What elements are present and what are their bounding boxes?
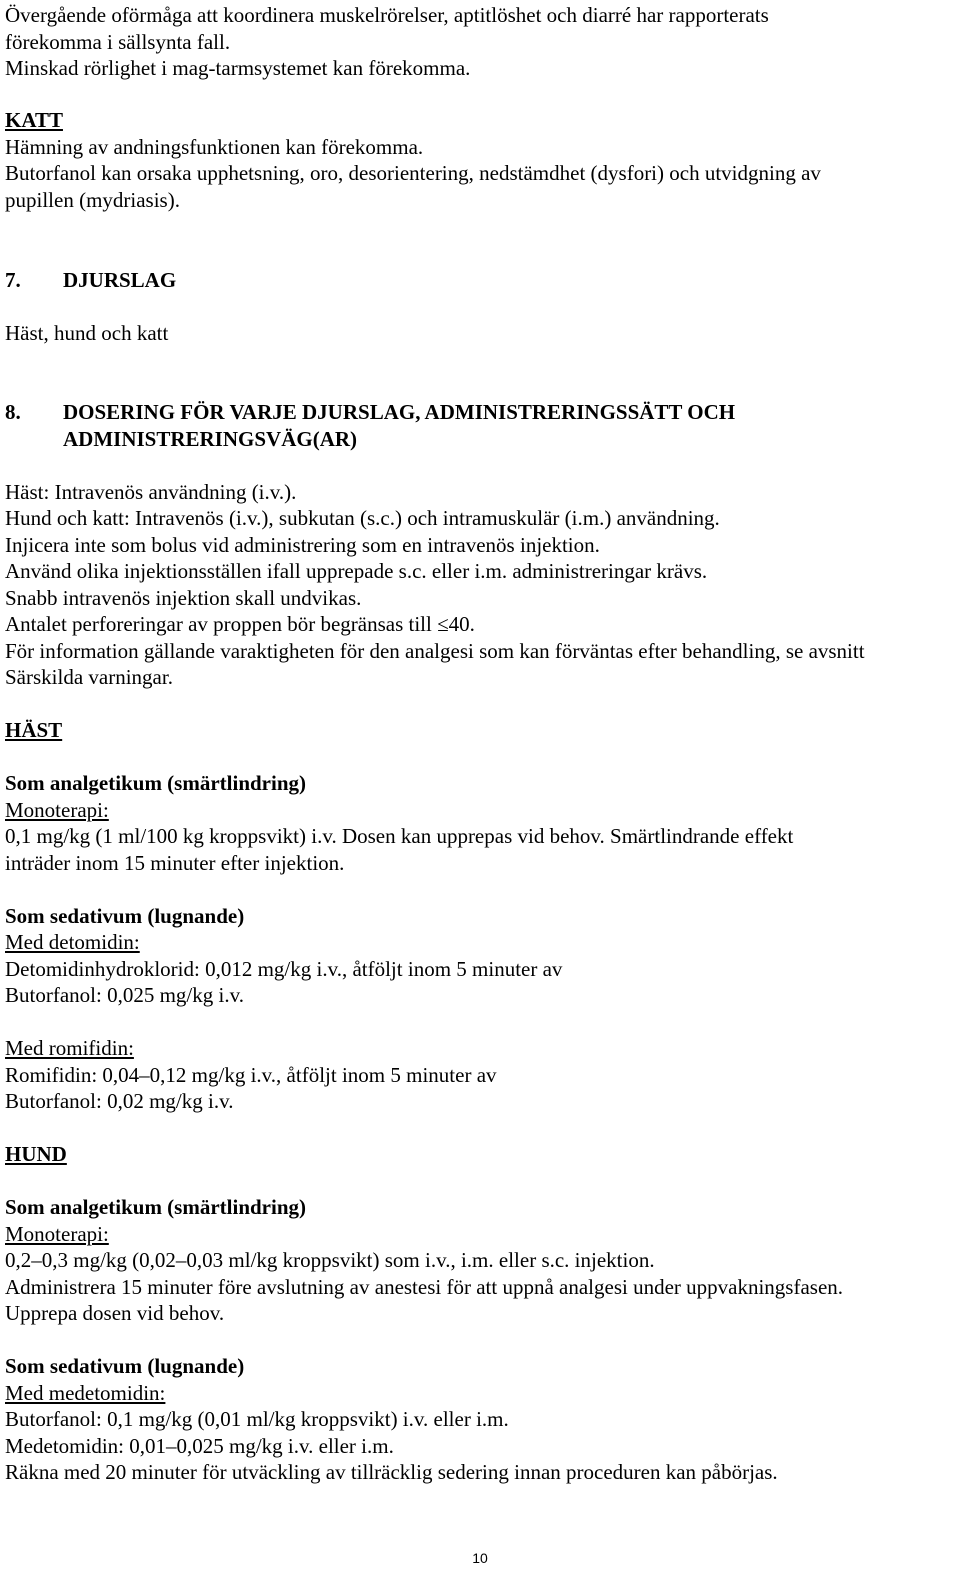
text-line: Antalet perforeringar av proppen bör begränsas till ≤40. (5, 612, 475, 636)
text-line: Medetomidin: 0,01–0,025 mg/kg i.v. eller i.m. (5, 1434, 394, 1458)
text-line: Övergående oförmåga att koordinera muskelrörelser, aptitlöshet och diarré har rapporterats (5, 3, 769, 27)
section-title: DJURSLAG (63, 268, 177, 292)
section-title-cont: ADMINISTRERINGSVÄG(AR) (63, 427, 358, 451)
subsubheading: Monoterapi: (5, 1222, 109, 1246)
subsubheading: Med detomidin: (5, 930, 140, 954)
text-line: inträder inom 15 minuter efter injektion. (5, 851, 345, 875)
section-title: DOSERING FÖR VARJE DJURSLAG, ADMINISTRERINGSSÄTT OCH (63, 400, 736, 424)
text-line: Injicera inte som bolus vid administrering som en intravenös injektion. (5, 533, 600, 557)
text-line: Räkna med 20 minuter för utväckling av tillräcklig sedering innan proceduren kan påbörjas. (5, 1460, 778, 1484)
section-number: 8. (5, 400, 21, 424)
text-line: Minskad rörlighet i mag-tarmsystemet kan förekomma. (5, 56, 471, 80)
text-line: Butorfanol: 0,025 mg/kg i.v. (5, 983, 244, 1007)
text-line: Hämning av andningsfunktionen kan förekomma. (5, 135, 424, 159)
text-line: Häst, hund och katt (5, 321, 169, 345)
section-number: 7. (5, 268, 21, 292)
subheading: Som sedativum (lugnande) (5, 904, 245, 928)
text-line: förekomma i sällsynta fall. (5, 30, 231, 54)
text-line: Särskilda varningar. (5, 665, 173, 689)
section-heading-8 (5, 399, 735, 425)
text-line: Butorfanol: 0,02 mg/kg i.v. (5, 1089, 234, 1113)
text-line: Hund och katt: Intravenös (i.v.), subkutan (s.c.) och intramuskulär (i.m.) användning. (5, 506, 720, 530)
text-line: För information gällande varaktigheten för den analgesi som kan förväntas efter behandling, se avsnitt (5, 639, 865, 663)
text-line: Butorfanol: 0,1 mg/kg (0,01 ml/kg kroppsvikt) i.v. eller i.m. (5, 1407, 509, 1431)
section-heading-hund: HUND (5, 1142, 67, 1166)
text-line: Detomidinhydroklorid: 0,012 mg/kg i.v., åtföljt inom 5 minuter av (5, 957, 563, 981)
text-line: Använd olika injektionsställen ifall upprepade s.c. eller i.m. administreringar krävs. (5, 559, 708, 583)
text-line: 0,2–0,3 mg/kg (0,02–0,03 ml/kg kroppsvikt) som i.v., i.m. eller s.c. injektion. (5, 1248, 655, 1272)
text-line: Upprepa dosen vid behov. (5, 1301, 225, 1325)
subsubheading: Med romifidin: (5, 1036, 134, 1060)
subsubheading: Med medetomidin: (5, 1381, 166, 1405)
text-line: Snabb intravenös injektion skall undvikas. (5, 586, 362, 610)
section-heading-hast: HÄST (5, 718, 63, 742)
subheading: Som analgetikum (smärtlindring) (5, 771, 307, 795)
text-line: pupillen (mydriasis). (5, 188, 180, 212)
subheading: Som sedativum (lugnande) (5, 1354, 245, 1378)
text-line: 0,1 mg/kg (1 ml/100 kg kroppsvikt) i.v. Dosen kan upprepas vid behov. Smärtlindrande effekt (5, 824, 794, 848)
text-line: Butorfanol kan orsaka upphetsning, oro, desorientering, nedstämdhet (dysfori) och utvidgning av (5, 161, 821, 185)
text-line: Administrera 15 minuter före avslutning av anestesi för att uppnå analgesi under uppvakningsfasen. (5, 1275, 844, 1299)
section-heading-katt: KATT (5, 108, 63, 132)
subheading: Som analgetikum (smärtlindring) (5, 1195, 307, 1219)
text-line: Häst: Intravenös användning (i.v.). (5, 480, 297, 504)
section-heading-7 (5, 267, 176, 293)
subsubheading: Monoterapi: (5, 798, 109, 822)
text-line: Romifidin: 0,04–0,12 mg/kg i.v., åtföljt inom 5 minuter av (5, 1063, 497, 1087)
page-number: 10 (472, 1550, 488, 1566)
